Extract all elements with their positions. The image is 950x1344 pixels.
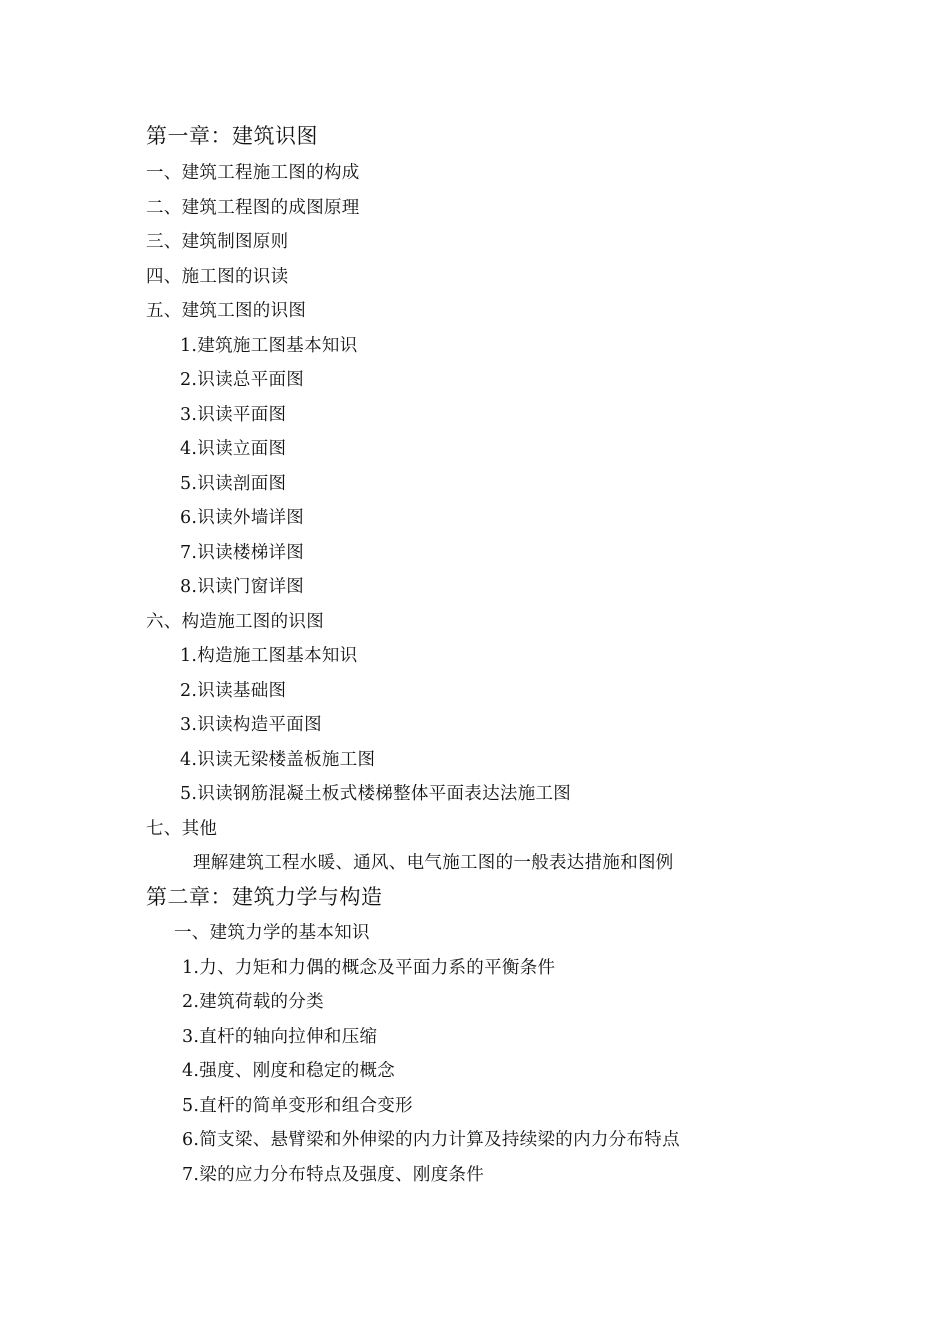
list-item: 7.识读楼梯详图 bbox=[180, 543, 305, 563]
section-heading-1: 一、建筑工程施工图的构成 bbox=[146, 163, 360, 183]
list-item: 5.识读剖面图 bbox=[180, 474, 287, 494]
list-item: 2.识读总平面图 bbox=[180, 370, 305, 390]
list-item: 1.构造施工图基本知识 bbox=[180, 646, 358, 666]
list-item: 5.识读钢筋混凝土板式楼梯整体平面表达法施工图 bbox=[180, 784, 572, 804]
list-item: 6.简支梁、悬臂梁和外伸梁的内力计算及持续梁的内力分布特点 bbox=[182, 1130, 680, 1150]
list-item: 2.识读基础图 bbox=[180, 681, 287, 701]
list-item: 3.识读平面图 bbox=[180, 405, 287, 425]
list-item: 2.建筑荷载的分类 bbox=[182, 992, 324, 1012]
list-item: 3.识读构造平面图 bbox=[180, 715, 322, 735]
list-item: 1.建筑施工图基本知识 bbox=[180, 336, 358, 356]
section-heading-2: 二、建筑工程图的成图原理 bbox=[146, 198, 360, 218]
list-item: 6.识读外墙详图 bbox=[180, 508, 305, 528]
section-heading-4: 四、施工图的识读 bbox=[146, 267, 289, 287]
paragraph-text: 理解建筑工程水暖、通风、电气施工图的一般表达措施和图例 bbox=[193, 853, 674, 873]
section-heading-5: 五、建筑工图的识图 bbox=[146, 301, 307, 321]
list-item: 7.梁的应力分布特点及强度、刚度条件 bbox=[182, 1165, 485, 1185]
section-heading-6: 六、构造施工图的识图 bbox=[146, 612, 324, 632]
list-item: 4.识读无梁楼盖板施工图 bbox=[180, 750, 376, 770]
list-item: 1.力、力矩和力偶的概念及平面力系的平衡条件 bbox=[182, 958, 556, 978]
list-item: 5.直杆的简单变形和组合变形 bbox=[182, 1096, 413, 1116]
list-item: 4.识读立面图 bbox=[180, 439, 287, 459]
list-item: 8.识读门窗详图 bbox=[180, 577, 305, 597]
section-heading-7: 七、其他 bbox=[146, 819, 218, 839]
chapter-1-title: 第一章：建筑识图 bbox=[146, 124, 318, 148]
chapter-2-title: 第二章：建筑力学与构造 bbox=[146, 885, 383, 909]
section-heading-ch2-1: 一、建筑力学的基本知识 bbox=[174, 923, 370, 943]
section-heading-3: 三、建筑制图原则 bbox=[146, 232, 289, 252]
list-item: 3.直杆的轴向拉伸和压缩 bbox=[182, 1027, 378, 1047]
list-item: 4.强度、刚度和稳定的概念 bbox=[182, 1061, 396, 1081]
